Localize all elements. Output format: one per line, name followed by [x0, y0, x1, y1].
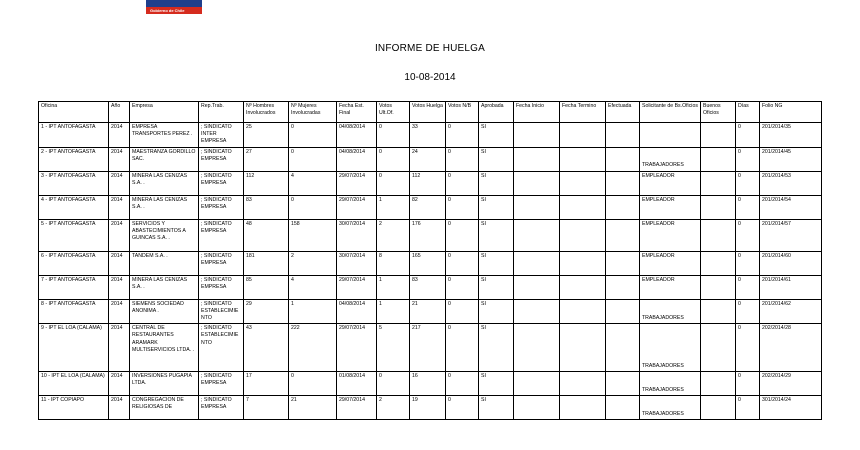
table-cell: MAESTRANZA GORDILLO SAC.	[130, 147, 199, 171]
table-row	[39, 171, 822, 195]
table-cell	[514, 396, 560, 420]
table-cell: MINERA LAS CENIZAS S.A. .	[130, 171, 199, 195]
table-cell: 201/2014/61	[760, 275, 822, 299]
table-cell: EMPLEADOR	[640, 251, 701, 275]
table-cell: 2014	[109, 195, 130, 219]
table-cell: EMPLEADOR	[640, 275, 701, 299]
table-cell: 181	[244, 251, 289, 275]
table-cell: 1 - IPT ANTOFAGASTA	[39, 123, 109, 148]
table-cell	[606, 195, 640, 219]
table-cell: 2014	[109, 147, 130, 171]
table-cell	[514, 123, 560, 148]
table-cell	[560, 299, 606, 324]
table-cell	[560, 275, 606, 299]
table-cell: 11 - IPT COPIAPO	[39, 396, 109, 420]
table-cell: SI	[479, 372, 514, 396]
table-cell: 2014	[109, 396, 130, 420]
table-cell: 01/08/2014	[337, 372, 377, 396]
table-cell: 2014	[109, 251, 130, 275]
table-cell: SI	[479, 123, 514, 148]
table-cell: 10 - IPT EL LOA (CALAMA)	[39, 372, 109, 396]
table-cell	[701, 123, 736, 148]
table-cell: 5	[377, 324, 410, 372]
table-cell	[640, 123, 701, 148]
table-cell: SI	[479, 195, 514, 219]
table-cell: 29/07/2014	[337, 324, 377, 372]
table-cell: 30/07/2014	[337, 251, 377, 275]
table-cell: 25	[244, 123, 289, 148]
table-cell: SI	[479, 299, 514, 324]
table-cell: ; SINDICATO EMPRESA	[199, 219, 244, 251]
column-header: Votos Ult.Of.	[377, 102, 410, 123]
table-cell: 0	[736, 275, 760, 299]
table-cell: 0	[446, 195, 479, 219]
table-cell	[701, 396, 736, 420]
table-cell: ; SINDICATO ESTABLECIMIENTO	[199, 299, 244, 324]
table-cell: 201/2014/53	[760, 171, 822, 195]
table-cell: 201/2014/45	[760, 147, 822, 171]
table-cell: 17	[244, 372, 289, 396]
table-cell: 201/2014/62	[760, 299, 822, 324]
table-cell: 29/07/2014	[337, 195, 377, 219]
table-row	[39, 147, 822, 171]
column-header: Solicitante de Bs.Oficios	[640, 102, 701, 123]
table-cell: 0	[446, 275, 479, 299]
table-cell: 29/07/2014	[337, 396, 377, 420]
table-cell	[560, 171, 606, 195]
table-cell: 7 - IPT ANTOFAGASTA	[39, 275, 109, 299]
report-date: 10-08-2014	[404, 72, 456, 83]
table-cell: 176	[410, 219, 446, 251]
table-cell: 3 - IPT ANTOFAGASTA	[39, 171, 109, 195]
table-cell: 0	[446, 324, 479, 372]
table-cell: SIEMENS SOCIEDAD ANONIMA .	[130, 299, 199, 324]
table-cell: 8	[377, 251, 410, 275]
table-body	[39, 123, 822, 420]
table-cell: 48	[244, 219, 289, 251]
table-cell: EMPLEADOR	[640, 219, 701, 251]
table-cell: SI	[479, 219, 514, 251]
table-cell: 2	[289, 251, 337, 275]
table-cell	[514, 147, 560, 171]
table-cell	[514, 324, 560, 372]
table-cell: 2014	[109, 372, 130, 396]
table-cell: 21	[289, 396, 337, 420]
gobierno-logo	[146, 0, 202, 14]
table-row	[39, 251, 822, 275]
table-cell	[701, 372, 736, 396]
table-cell: SI	[479, 324, 514, 372]
table-cell: 0	[377, 123, 410, 148]
strike-report-table	[38, 101, 822, 420]
table-cell: SERVICIOS Y ABASTECIMIENTOS A GUINCAS S.A. .	[130, 219, 199, 251]
table-cell: TRABAJADORES	[640, 324, 701, 372]
table-cell: 2014	[109, 171, 130, 195]
table-cell: 0	[446, 372, 479, 396]
table-cell	[514, 195, 560, 219]
table-cell: ; SINDICATO EMPRESA	[199, 251, 244, 275]
table-cell: 0	[446, 123, 479, 148]
table-cell	[701, 219, 736, 251]
table-cell: 4 - IPT ANTOFAGASTA	[39, 195, 109, 219]
table-cell: 4	[289, 171, 337, 195]
table-cell: 112	[410, 171, 446, 195]
table-cell	[514, 251, 560, 275]
table-cell: 29/07/2014	[337, 275, 377, 299]
column-header: Votos Huelga	[410, 102, 446, 123]
table-cell: 158	[289, 219, 337, 251]
table-cell: 0	[736, 396, 760, 420]
table-header-row	[39, 102, 822, 123]
table-cell: 7	[244, 396, 289, 420]
table-row	[39, 275, 822, 299]
table-cell	[606, 123, 640, 148]
logo-text: Gobierno de Chile	[150, 8, 185, 13]
table-cell: ; SINDICATO EMPRESA	[199, 147, 244, 171]
table-cell	[701, 251, 736, 275]
table-cell: 217	[410, 324, 446, 372]
table-cell: 0	[446, 171, 479, 195]
table-cell: 29	[244, 299, 289, 324]
table-cell: 2014	[109, 219, 130, 251]
table-cell	[606, 299, 640, 324]
table-cell	[701, 324, 736, 372]
table-cell: SI	[479, 275, 514, 299]
table-cell: 1	[377, 275, 410, 299]
column-header: Buenos Oficios	[701, 102, 736, 123]
table-cell: ; SINDICATO EMPRESA	[199, 372, 244, 396]
table-cell: 165	[410, 251, 446, 275]
table-cell	[560, 372, 606, 396]
table-cell: MINERA LAS CENIZAS S.A. .	[130, 275, 199, 299]
table-cell: 33	[410, 123, 446, 148]
table-cell: 0	[736, 324, 760, 372]
table-cell: 0	[377, 171, 410, 195]
table-cell: 0	[736, 171, 760, 195]
column-header: Fecha Termino	[560, 102, 606, 123]
table-cell: 202/2014/29	[760, 372, 822, 396]
table-cell: 1	[289, 299, 337, 324]
table-cell	[701, 171, 736, 195]
table-cell	[560, 324, 606, 372]
table-cell: MINERA LAS CENIZAS S.A. .	[130, 195, 199, 219]
table-cell: 1	[377, 195, 410, 219]
table-cell	[606, 275, 640, 299]
table-cell: 21	[410, 299, 446, 324]
column-header: Empresa	[130, 102, 199, 123]
table-cell	[701, 275, 736, 299]
table-cell: EMPLEADOR	[640, 195, 701, 219]
table-cell: 301/2014/24	[760, 396, 822, 420]
table-cell: ; SINDICATO ESTABLECIMIENTO	[199, 324, 244, 372]
table-cell: 0	[446, 251, 479, 275]
table-cell: 29/07/2014	[337, 171, 377, 195]
table-cell: 0	[446, 219, 479, 251]
column-header: Efectuada	[606, 102, 640, 123]
column-header: Año	[109, 102, 130, 123]
table-cell: 0	[736, 147, 760, 171]
table-cell: 24	[410, 147, 446, 171]
column-header: Nº Mujeres Involucradas	[289, 102, 337, 123]
table-row	[39, 396, 822, 420]
table-cell: 16	[410, 372, 446, 396]
table-cell: 0	[736, 123, 760, 148]
table-cell: 2014	[109, 324, 130, 372]
table-cell: SI	[479, 171, 514, 195]
table-cell: 2	[377, 219, 410, 251]
table-cell	[514, 219, 560, 251]
table-cell	[701, 195, 736, 219]
table-cell	[606, 219, 640, 251]
table-cell: SI	[479, 147, 514, 171]
table-cell: 0	[446, 299, 479, 324]
table-cell: EMPLEADOR	[640, 171, 701, 195]
table-cell	[560, 147, 606, 171]
column-header: Fecha Est. Final	[337, 102, 377, 123]
table-cell	[514, 275, 560, 299]
table-cell	[560, 219, 606, 251]
table-cell	[606, 251, 640, 275]
table-cell: 19	[410, 396, 446, 420]
table-cell	[560, 123, 606, 148]
table-cell: TRABAJADORES	[640, 396, 701, 420]
table-cell: 0	[736, 219, 760, 251]
table-row	[39, 195, 822, 219]
table-cell: 83	[244, 195, 289, 219]
table-cell: 2014	[109, 275, 130, 299]
table-cell: EMPRESA TRANSPORTES PEREZ .	[130, 123, 199, 148]
table-cell: TRABAJADORES	[640, 372, 701, 396]
table-row	[39, 372, 822, 396]
column-header: Folio NG	[760, 102, 822, 123]
column-header: Oficina	[39, 102, 109, 123]
table-cell: 04/08/2014	[337, 123, 377, 148]
report-title: INFORME DE HUELGA	[374, 43, 486, 54]
table-cell: 2014	[109, 299, 130, 324]
table-cell	[606, 372, 640, 396]
table-cell: 201/2014/57	[760, 219, 822, 251]
table-cell	[701, 299, 736, 324]
table-cell: 201/2014/60	[760, 251, 822, 275]
table-cell: TRABAJADORES	[640, 299, 701, 324]
table-cell: INVERSIONES PUGAPIA LTDA.	[130, 372, 199, 396]
table-cell	[606, 171, 640, 195]
table-cell: 85	[244, 275, 289, 299]
table-cell: ; SINDICATO EMPRESA	[199, 195, 244, 219]
column-header: Votos N/B	[446, 102, 479, 123]
table-cell	[701, 147, 736, 171]
table-row	[39, 219, 822, 251]
table-cell: 1	[377, 299, 410, 324]
table-cell: ; SINDICATO EMPRESA	[199, 396, 244, 420]
table-cell: SI	[479, 396, 514, 420]
table-cell: 82	[410, 195, 446, 219]
table-cell: 04/08/2014	[337, 147, 377, 171]
table-cell: ; SINDICATO EMPRESA	[199, 171, 244, 195]
table-cell: 0	[736, 251, 760, 275]
table-row	[39, 324, 822, 372]
table-cell	[606, 324, 640, 372]
table-cell: SI	[479, 251, 514, 275]
table-cell: 0	[736, 195, 760, 219]
table-cell: 8 - IPT ANTOFAGASTA	[39, 299, 109, 324]
table-cell	[514, 372, 560, 396]
table-cell: ; SINDICATO INTER EMPRESA	[199, 123, 244, 148]
table-cell: 04/08/2014	[337, 299, 377, 324]
table-cell: 4	[289, 275, 337, 299]
table-cell: 0	[736, 372, 760, 396]
table-cell: 0	[289, 195, 337, 219]
table-cell: CENTRAL DE RESTAURANTES ARAMARK MULTISERVICIOS LTDA. .	[130, 324, 199, 372]
table-cell: ; SINDICATO EMPRESA	[199, 275, 244, 299]
table-cell: 0	[377, 147, 410, 171]
column-header: Fecha Inicio	[514, 102, 560, 123]
table-cell: 0	[289, 123, 337, 148]
table-cell: 0	[289, 372, 337, 396]
table-cell: 43	[244, 324, 289, 372]
table-cell: 27	[244, 147, 289, 171]
table-cell: TANDEM S.A. .	[130, 251, 199, 275]
table-cell: 202/2014/28	[760, 324, 822, 372]
table-cell: 0	[446, 147, 479, 171]
table-cell: 83	[410, 275, 446, 299]
column-header: Aprobada	[479, 102, 514, 123]
table-cell: 6 - IPT ANTOFAGASTA	[39, 251, 109, 275]
table-cell: 0	[736, 299, 760, 324]
table-cell: 5 - IPT ANTOFAGASTA	[39, 219, 109, 251]
table-row	[39, 299, 822, 324]
table-row	[39, 123, 822, 148]
table-cell: 112	[244, 171, 289, 195]
table-cell: 2014	[109, 123, 130, 148]
table-cell: 2 - IPT ANTOFAGASTA	[39, 147, 109, 171]
table-cell: CONGREGACION DE RELIGIOSAS DE	[130, 396, 199, 420]
table-cell	[606, 147, 640, 171]
table-cell: 9 - IPT EL LOA (CALAMA)	[39, 324, 109, 372]
table-cell: TRABAJADORES	[640, 147, 701, 171]
column-header: Días	[736, 102, 760, 123]
table-cell	[514, 171, 560, 195]
table-cell: 201/2014/54	[760, 195, 822, 219]
table-cell: 0	[289, 147, 337, 171]
column-header: Nº Hombres Involucrados	[244, 102, 289, 123]
table-cell: 0	[377, 372, 410, 396]
table-cell	[560, 396, 606, 420]
table-cell: 201/2014/35	[760, 123, 822, 148]
table-cell	[560, 195, 606, 219]
table-cell	[514, 299, 560, 324]
table-cell: 2	[377, 396, 410, 420]
table-cell	[560, 251, 606, 275]
table-cell: 222	[289, 324, 337, 372]
table-cell: 30/07/2014	[337, 219, 377, 251]
table-cell	[606, 396, 640, 420]
column-header: Rep.Trab.	[199, 102, 244, 123]
table-cell: 0	[446, 396, 479, 420]
